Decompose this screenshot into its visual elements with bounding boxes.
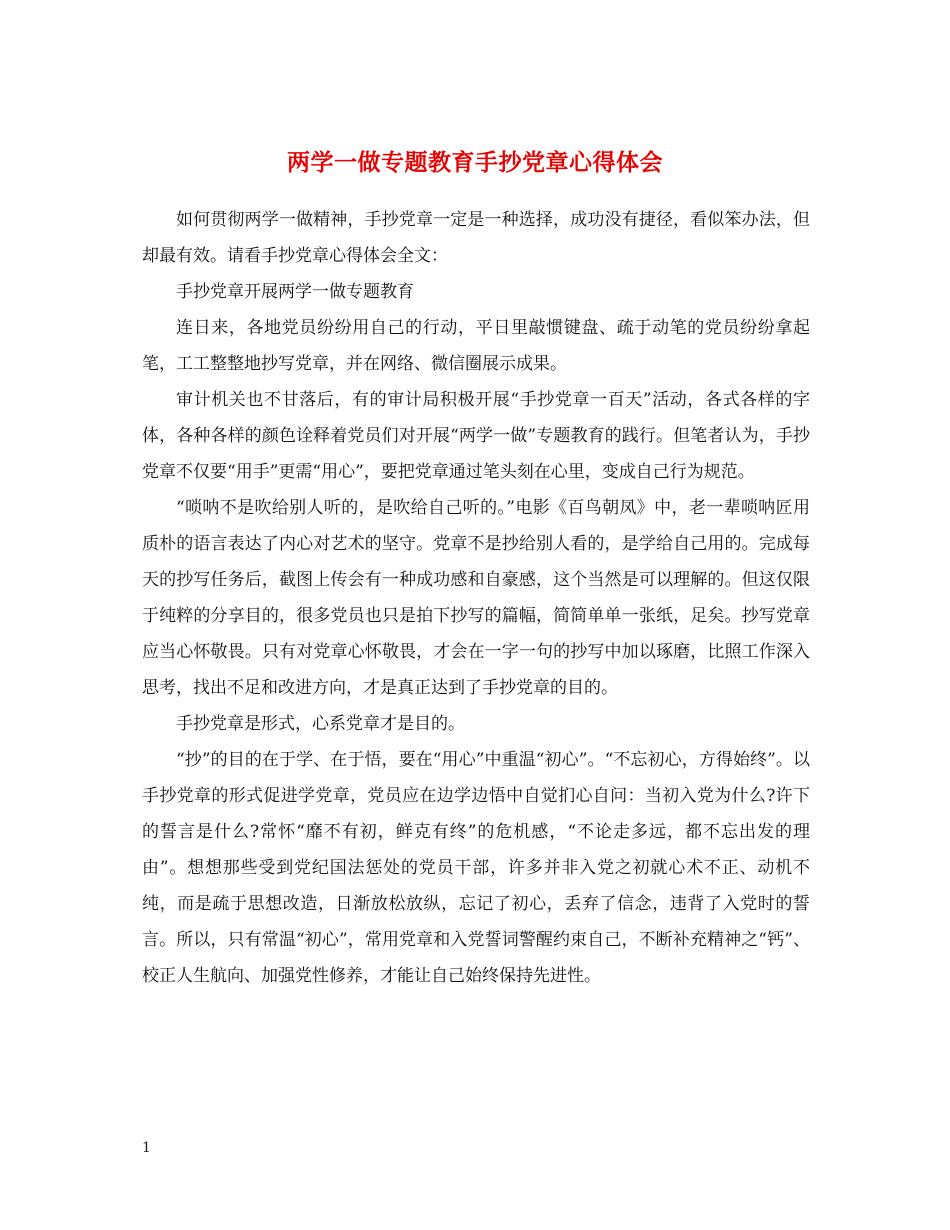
paragraph: 审计机关也不甘落后，有的审计局积极开展“手抄党章一百天”活动，各式各样的字体，各种各样的颜色诠释着党员们对开展“两学一做”专题教育的践行。但笔者认为，手抄党章不仅要“用手”更需“用心”，要把党章通过笔头刻在心里，变成自己行为规范。 (142, 390, 810, 482)
paragraph: 手抄党章是形式，心系党章才是目的。 (176, 714, 465, 734)
page-title: 两学一做专题教育手抄党章心得体会 (287, 149, 663, 177)
paragraph: 手抄党章开展两学一做专题教育 (176, 282, 414, 302)
paragraph: “唢呐不是吹给别人听的，是吹给自己听的。”电影《百鸟朝凤》中，老一辈唢呐匠用质朴的语言表达了内心对艺术的坚守。党章不是抄给别人看的，是学给自己用的。完成每天的抄写任务后，截图上传会有一种成功感和自豪感，这个当然是可以理解的。但这仅限于纯粹的分享目的，很多党员也只是拍下抄写的篇幅，简简单单一张纸，足矣。抄写党章应当心怀敬畏。只有对党章心怀敬畏，才会在一字一句的抄写中加以琢磨，比照工作深入思考，找出不足和改进方向，才是真正达到了手抄党章的目的。 (142, 498, 810, 698)
document-body (142, 202, 810, 994)
paragraph: 如何贯彻两学一做精神，手抄党章一定是一种选择，成功没有捷径，看似笨办法，但却最有效。请看手抄党章心得体会全文： (142, 210, 810, 266)
paragraph: “抄”的目的在于学、在于悟，要在“用心”中重温“初心”。“不忘初心，方得始终”。以手抄党章的形式促进学党章，党员应在边学边悟中自觉扪心自问：当初入党为什么?许下的誓言是什么?常怀“靡不有初，鲜克有终”的危机感，“不论走多远，都不忘出发的理由”。想想那些受到党纪国法惩处的党员干部，许多并非入党之初就心术不正、动机不纯，而是疏于思想改造，日渐放松放纵，忘记了初心，丢弃了信念，违背了入党时的誓言。所以，只有常温“初心”，常用党章和入党誓词警醒约束自己，不断补充精神之“钙”、校正人生航向、加强党性修养，才能让自己始终保持先进性。 (142, 750, 810, 986)
page-number: 1 (142, 1140, 151, 1156)
paragraph: 连日来，各地党员纷纷用自己的行动，平日里敲惯键盘、疏于动笔的党员纷纷拿起笔，工工整整地抄写党章，并在网络、微信圈展示成果。 (142, 318, 810, 374)
